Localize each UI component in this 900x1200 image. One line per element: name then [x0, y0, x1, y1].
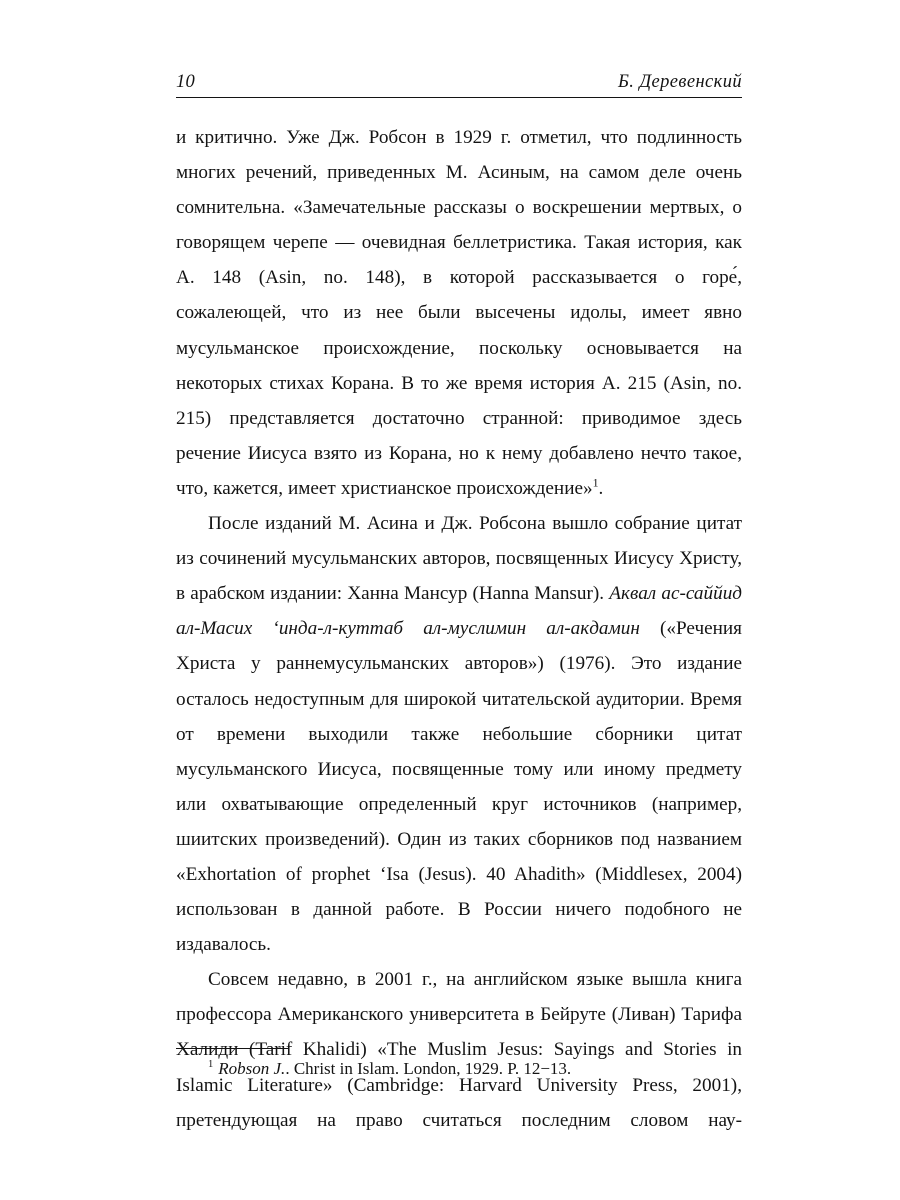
footnote-citation: . Christ in Islam. London, 1929. P. 12−13. — [285, 1059, 572, 1078]
paragraph-3-text: Совсем недавно, в 2001 г., на английском языке вышла книга профессора Американского университета в Бейруте (Ливан) Тарифа Халиди (Tarif Khalidi) «The Muslim Jesus: Sayings and Stories in Islamic Literature» (Cambridge: Harvard University Press, 2001), претендующая на право считаться последним словом нау- — [176, 969, 742, 1131]
paragraph-2-part-1: После изданий М. Асина и Дж. Робсона вышло собрание цитат из сочинений мусульманских авторов, посвященных Иисусу Христу, в арабском издании: Ханна Мансур (Hanna Mansur). — [176, 513, 742, 605]
running-head-author: Б. Деревенский — [618, 72, 742, 92]
page-number: 10 — [176, 72, 195, 92]
footnote-marker: 1 — [208, 1059, 214, 1071]
paragraph-2 — [176, 506, 742, 962]
paragraph-1-text: и критично. Уже Дж. Робсон в 1929 г. отметил, что подлинность многих речений, приведенных М. Асиным, на самом деле очень сомнительна. «Замечательные рассказы о воскрешении мертвых, о говорящем черепе — очевидная беллетристика. Такая история, как А. 148 (Asin, no. 148), в которой рассказывается о горе́, сожалеющей, что из нее были высечены идолы, имеет явно мусульманское происхождение, поскольку основывается на некоторых стихах Корана. В то же время история А. 215 (Asin, no. 215) представляется достаточно странной: приводимое здесь речение Иисуса взято из Корана, но к нему добавлено нечто такое, что, кажется, имеет христианское происхождение» — [176, 127, 742, 499]
footnote-reference-1[interactable]: 1 — [592, 475, 599, 490]
footnote-area — [176, 1048, 742, 1082]
paragraph-1-tail: . — [598, 477, 604, 499]
page-text-block — [176, 72, 742, 1138]
footnote-separator-rule — [176, 1048, 288, 1049]
footnote-author: Robson J. — [218, 1059, 286, 1078]
running-head-rule — [176, 97, 742, 98]
running-head — [176, 72, 742, 93]
paragraph-2-italic-title: Аквал ас-саййид ал-Масих ʻинда-л-куттаб ал-муслимин ал-акдамин — [176, 583, 742, 640]
footnote-1 — [176, 1056, 742, 1082]
paragraph-2-part-2: («Речения Христа у раннемусульманских авторов») (1976). Это издание осталось недоступным для широкой читательской аудитории. Время от времени выходили также небольшие сборники цитат мусульманского Иисуса, посвященные тому или иному предмету или охватывающие определенный круг источников (например, шиитских произведений). Один из таких сборников под названием «Exhortation of prophet ʻIsa (Jesus). 40 Ahadith» (Middlesex, 2004) использован в данной работе. В России ничего подобного не издавалось. — [176, 618, 742, 956]
paragraph-1 — [176, 120, 742, 506]
body-text — [176, 120, 742, 1138]
